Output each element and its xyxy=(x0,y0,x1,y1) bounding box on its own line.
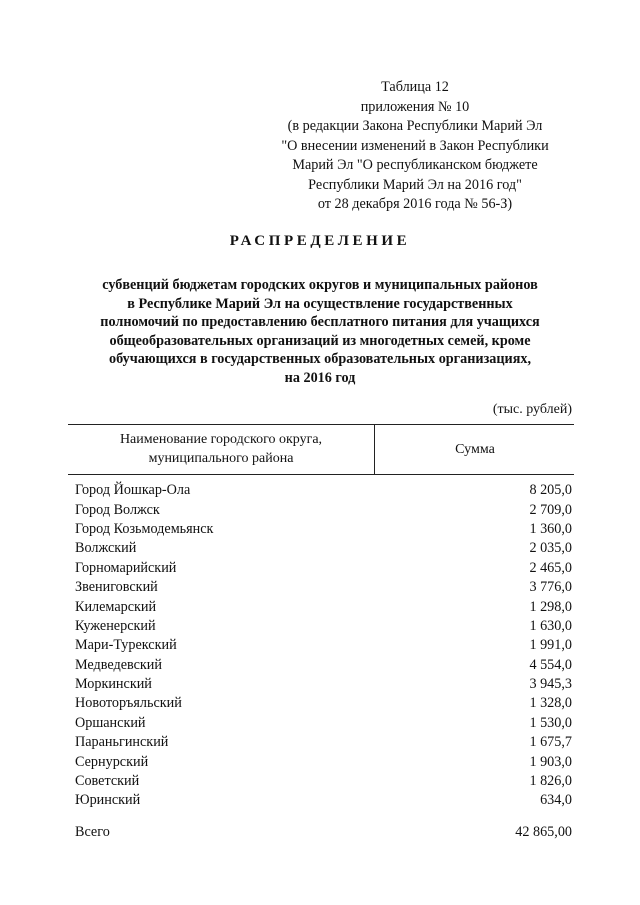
row-value: 3 776,0 xyxy=(529,579,572,596)
table-row xyxy=(75,656,572,675)
row-name: Моркинский xyxy=(75,676,152,693)
table-row xyxy=(75,772,572,791)
total-value: 42 865,00 xyxy=(515,824,572,840)
row-value: 1 360,0 xyxy=(529,520,572,537)
row-value: 1 903,0 xyxy=(529,753,572,770)
column-header-name-line: муниципального района xyxy=(148,451,294,466)
row-value: 2 465,0 xyxy=(529,559,572,576)
total-row xyxy=(75,824,572,841)
table-row xyxy=(75,481,572,500)
units-note: (тыс. рублей) xyxy=(492,402,572,417)
row-value: 1 826,0 xyxy=(529,773,572,790)
row-value: 1 328,0 xyxy=(529,695,572,712)
table-body xyxy=(75,481,572,811)
total-label: Всего xyxy=(75,824,110,840)
appendix-header xyxy=(260,78,570,215)
table-row xyxy=(75,617,572,636)
row-value: 2 035,0 xyxy=(529,540,572,557)
row-name: Советский xyxy=(75,773,140,790)
table-row xyxy=(75,791,572,810)
row-name: Оршанский xyxy=(75,714,146,731)
table-row xyxy=(75,694,572,713)
row-name: Город Козьмодемьянск xyxy=(75,520,214,537)
row-value: 4 554,0 xyxy=(529,656,572,673)
table-row xyxy=(75,752,572,771)
subtitle-line: обучающихся в государственных образовательных организациях, xyxy=(108,351,532,368)
row-value: 1 298,0 xyxy=(529,598,572,615)
header-line: (в редакции Закона Республики Марий Эл xyxy=(287,118,543,134)
row-value: 634,0 xyxy=(540,792,572,809)
table-row xyxy=(75,520,572,539)
row-name: Звениговский xyxy=(75,579,158,596)
document-title: РАСПРЕДЕЛЕНИЕ xyxy=(229,233,411,249)
table-row xyxy=(75,559,572,578)
table-row xyxy=(75,675,572,694)
header-line: "О внесении изменений в Закон Республики xyxy=(281,137,549,154)
row-name: Новоторъяльский xyxy=(75,695,182,712)
column-header-sum: Сумма xyxy=(455,442,495,457)
header-line: Марий Эл "О республиканском бюджете xyxy=(292,157,538,173)
row-name: Город Йошкар-Ола xyxy=(75,482,191,499)
row-value: 1 991,0 xyxy=(529,637,572,654)
row-value: 1 675,7 xyxy=(529,734,572,751)
table-row xyxy=(75,500,572,519)
subtitle-line: в Республике Марий Эл на осуществление государственных xyxy=(127,295,513,312)
row-name: Килемарский xyxy=(75,598,157,615)
table-row xyxy=(75,733,572,752)
header-line: от 28 декабря 2016 года № 56-З) xyxy=(317,196,513,212)
subtitle-line: субвенций бюджетам городских округов и муниципальных районов xyxy=(102,277,538,293)
row-value: 1 630,0 xyxy=(529,617,572,634)
row-name: Город Волжск xyxy=(75,501,160,518)
table-row xyxy=(75,636,572,655)
header-line: Таблица 12 xyxy=(381,79,449,95)
document-subtitle xyxy=(60,276,580,388)
subtitle-line: общеобразовательных организаций из многодетных семей, кроме xyxy=(109,332,531,349)
column-header-name-line: Наименование городского округа, xyxy=(119,432,323,447)
row-name: Волжский xyxy=(75,540,137,557)
row-name: Куженерский xyxy=(75,617,156,634)
row-name: Сернурский xyxy=(75,753,149,770)
header-line: Республики Марий Эл на 2016 год" xyxy=(308,176,522,193)
row-name: Параньгинский xyxy=(75,734,169,751)
table-row xyxy=(75,539,572,558)
row-name: Горномарийский xyxy=(75,559,177,576)
row-name: Мари-Турекский xyxy=(75,637,177,654)
table-row xyxy=(75,578,572,597)
subtitle-line: полномочий по предоставлению бесплатного питания для учащихся xyxy=(100,314,540,331)
header-line: приложения № 10 xyxy=(360,98,470,115)
table-header xyxy=(68,424,574,475)
row-value: 3 945,3 xyxy=(529,676,572,693)
row-value: 2 709,0 xyxy=(529,501,572,518)
row-name: Медведевский xyxy=(75,656,162,673)
table-row xyxy=(75,597,572,616)
row-value: 8 205,0 xyxy=(529,482,572,499)
column-header-name xyxy=(68,425,375,474)
row-name: Юринский xyxy=(75,792,141,809)
subtitle-line: на 2016 год xyxy=(284,369,356,386)
table-row xyxy=(75,714,572,733)
row-value: 1 530,0 xyxy=(529,714,572,731)
